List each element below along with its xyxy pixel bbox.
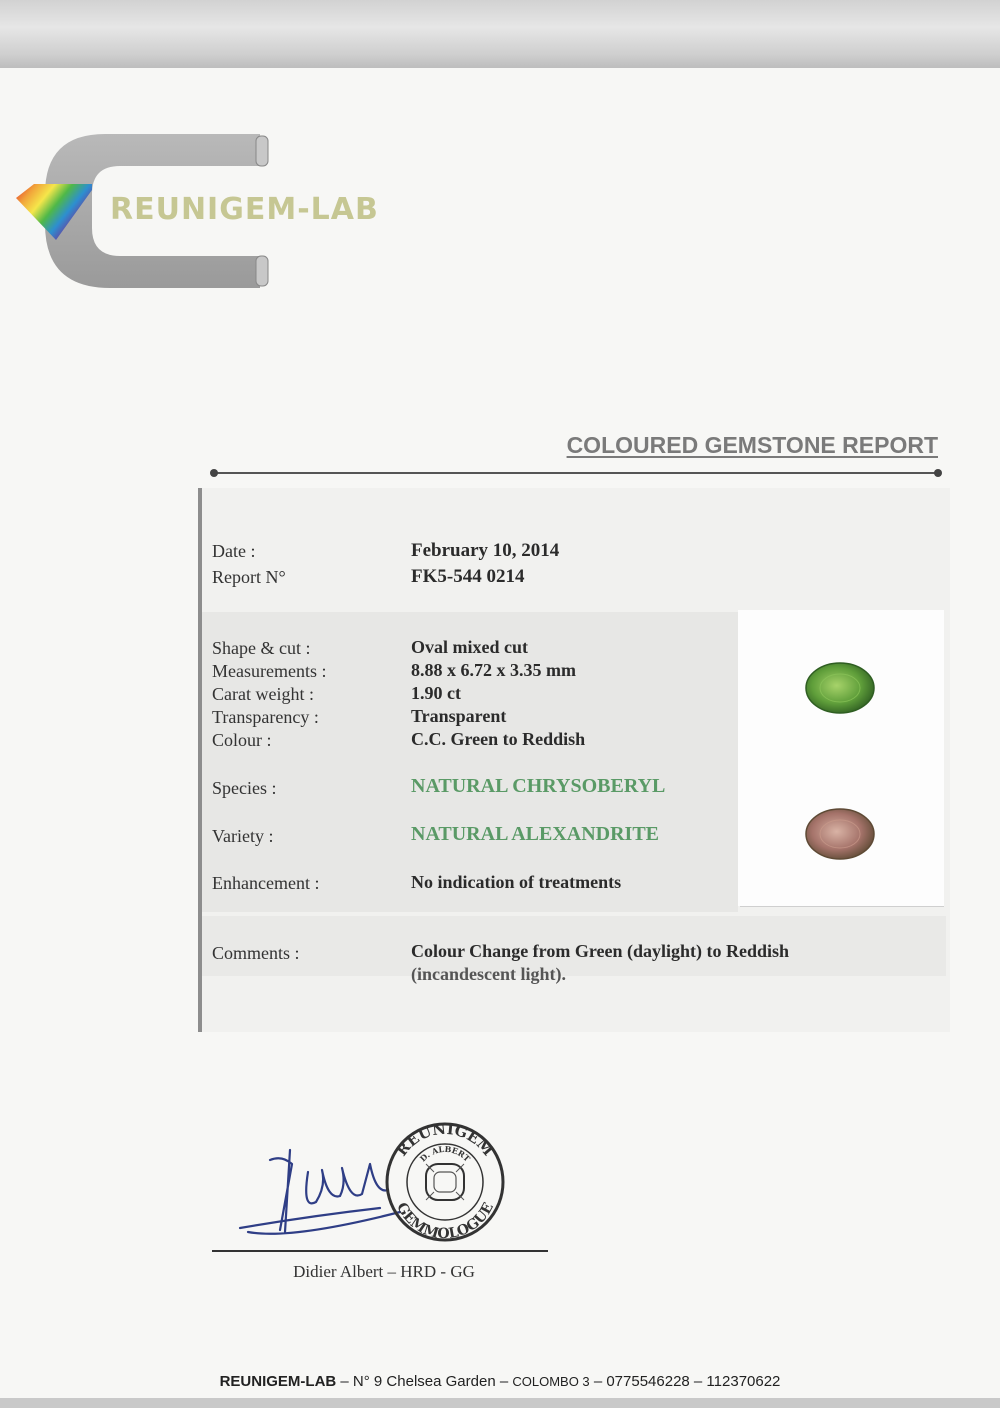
species-value: NATURAL CHRYSOBERYL [411, 775, 666, 797]
enhancement-value: No indication of treatments [411, 872, 622, 892]
carat-value: 1.90 ct [411, 683, 461, 703]
date-label: Date : [212, 541, 256, 561]
scan-top-band [0, 0, 1000, 68]
logo-text: REUNIGEM-LAB [110, 192, 379, 227]
variety-value: NATURAL ALEXANDRITE [411, 823, 660, 845]
svg-text:D. ALBERT: D. ALBERT [417, 1143, 473, 1164]
variety-label: Variety : [212, 826, 274, 846]
scan-bottom-band [0, 1398, 1000, 1408]
shape-label: Shape & cut : [212, 638, 311, 658]
gem-green-icon [800, 660, 880, 720]
gemmologue-seal [387, 1120, 503, 1242]
enhancement-label: Enhancement : [212, 873, 320, 893]
report-title: COLOURED GEMSTONE REPORT [566, 432, 938, 458]
colour-label: Colour : [212, 730, 272, 750]
footer-address [0, 1373, 1000, 1390]
colour-value: C.C. Green to Reddish [411, 729, 586, 749]
footer-city: COLOMBO 3 [512, 1374, 590, 1389]
measurements-value: 8.88 x 6.72 x 3.35 mm [411, 660, 576, 680]
gem-reddish-icon [800, 806, 880, 866]
footer-phones: – 0775546228 – 112370622 [589, 1373, 781, 1390]
title-rule [212, 472, 940, 474]
comments-line-1: Colour Change from Green (daylight) to Reddish [411, 941, 790, 961]
signatory-name: Didier Albert – HRD - GG [293, 1262, 475, 1281]
comments-line-2: (incandescent light). [411, 964, 566, 984]
species-label: Species : [212, 778, 277, 798]
carat-label: Carat weight : [212, 684, 314, 704]
svg-text:REUNIGEM: REUNIGEM [392, 1120, 498, 1160]
handwritten-signature [240, 1150, 400, 1234]
report-number-label: Report N° [212, 567, 286, 587]
report-number-value: FK5-544 0214 [411, 566, 525, 587]
comments-label: Comments : [212, 943, 300, 963]
shape-value: Oval mixed cut [411, 637, 528, 657]
date-value: February 10, 2014 [411, 540, 560, 561]
footer-street: – N° 9 Chelsea Garden – [336, 1373, 513, 1390]
signature-rule [212, 1250, 548, 1252]
transparency-value: Transparent [411, 706, 507, 726]
svg-text:GEMMOLOGUE: GEMMOLOGUE [393, 1200, 497, 1243]
footer-lab-name: REUNIGEM-LAB [219, 1373, 337, 1390]
signature-and-seal [230, 1120, 530, 1250]
measurements-label: Measurements : [212, 661, 327, 681]
transparency-label: Transparency : [212, 707, 319, 727]
